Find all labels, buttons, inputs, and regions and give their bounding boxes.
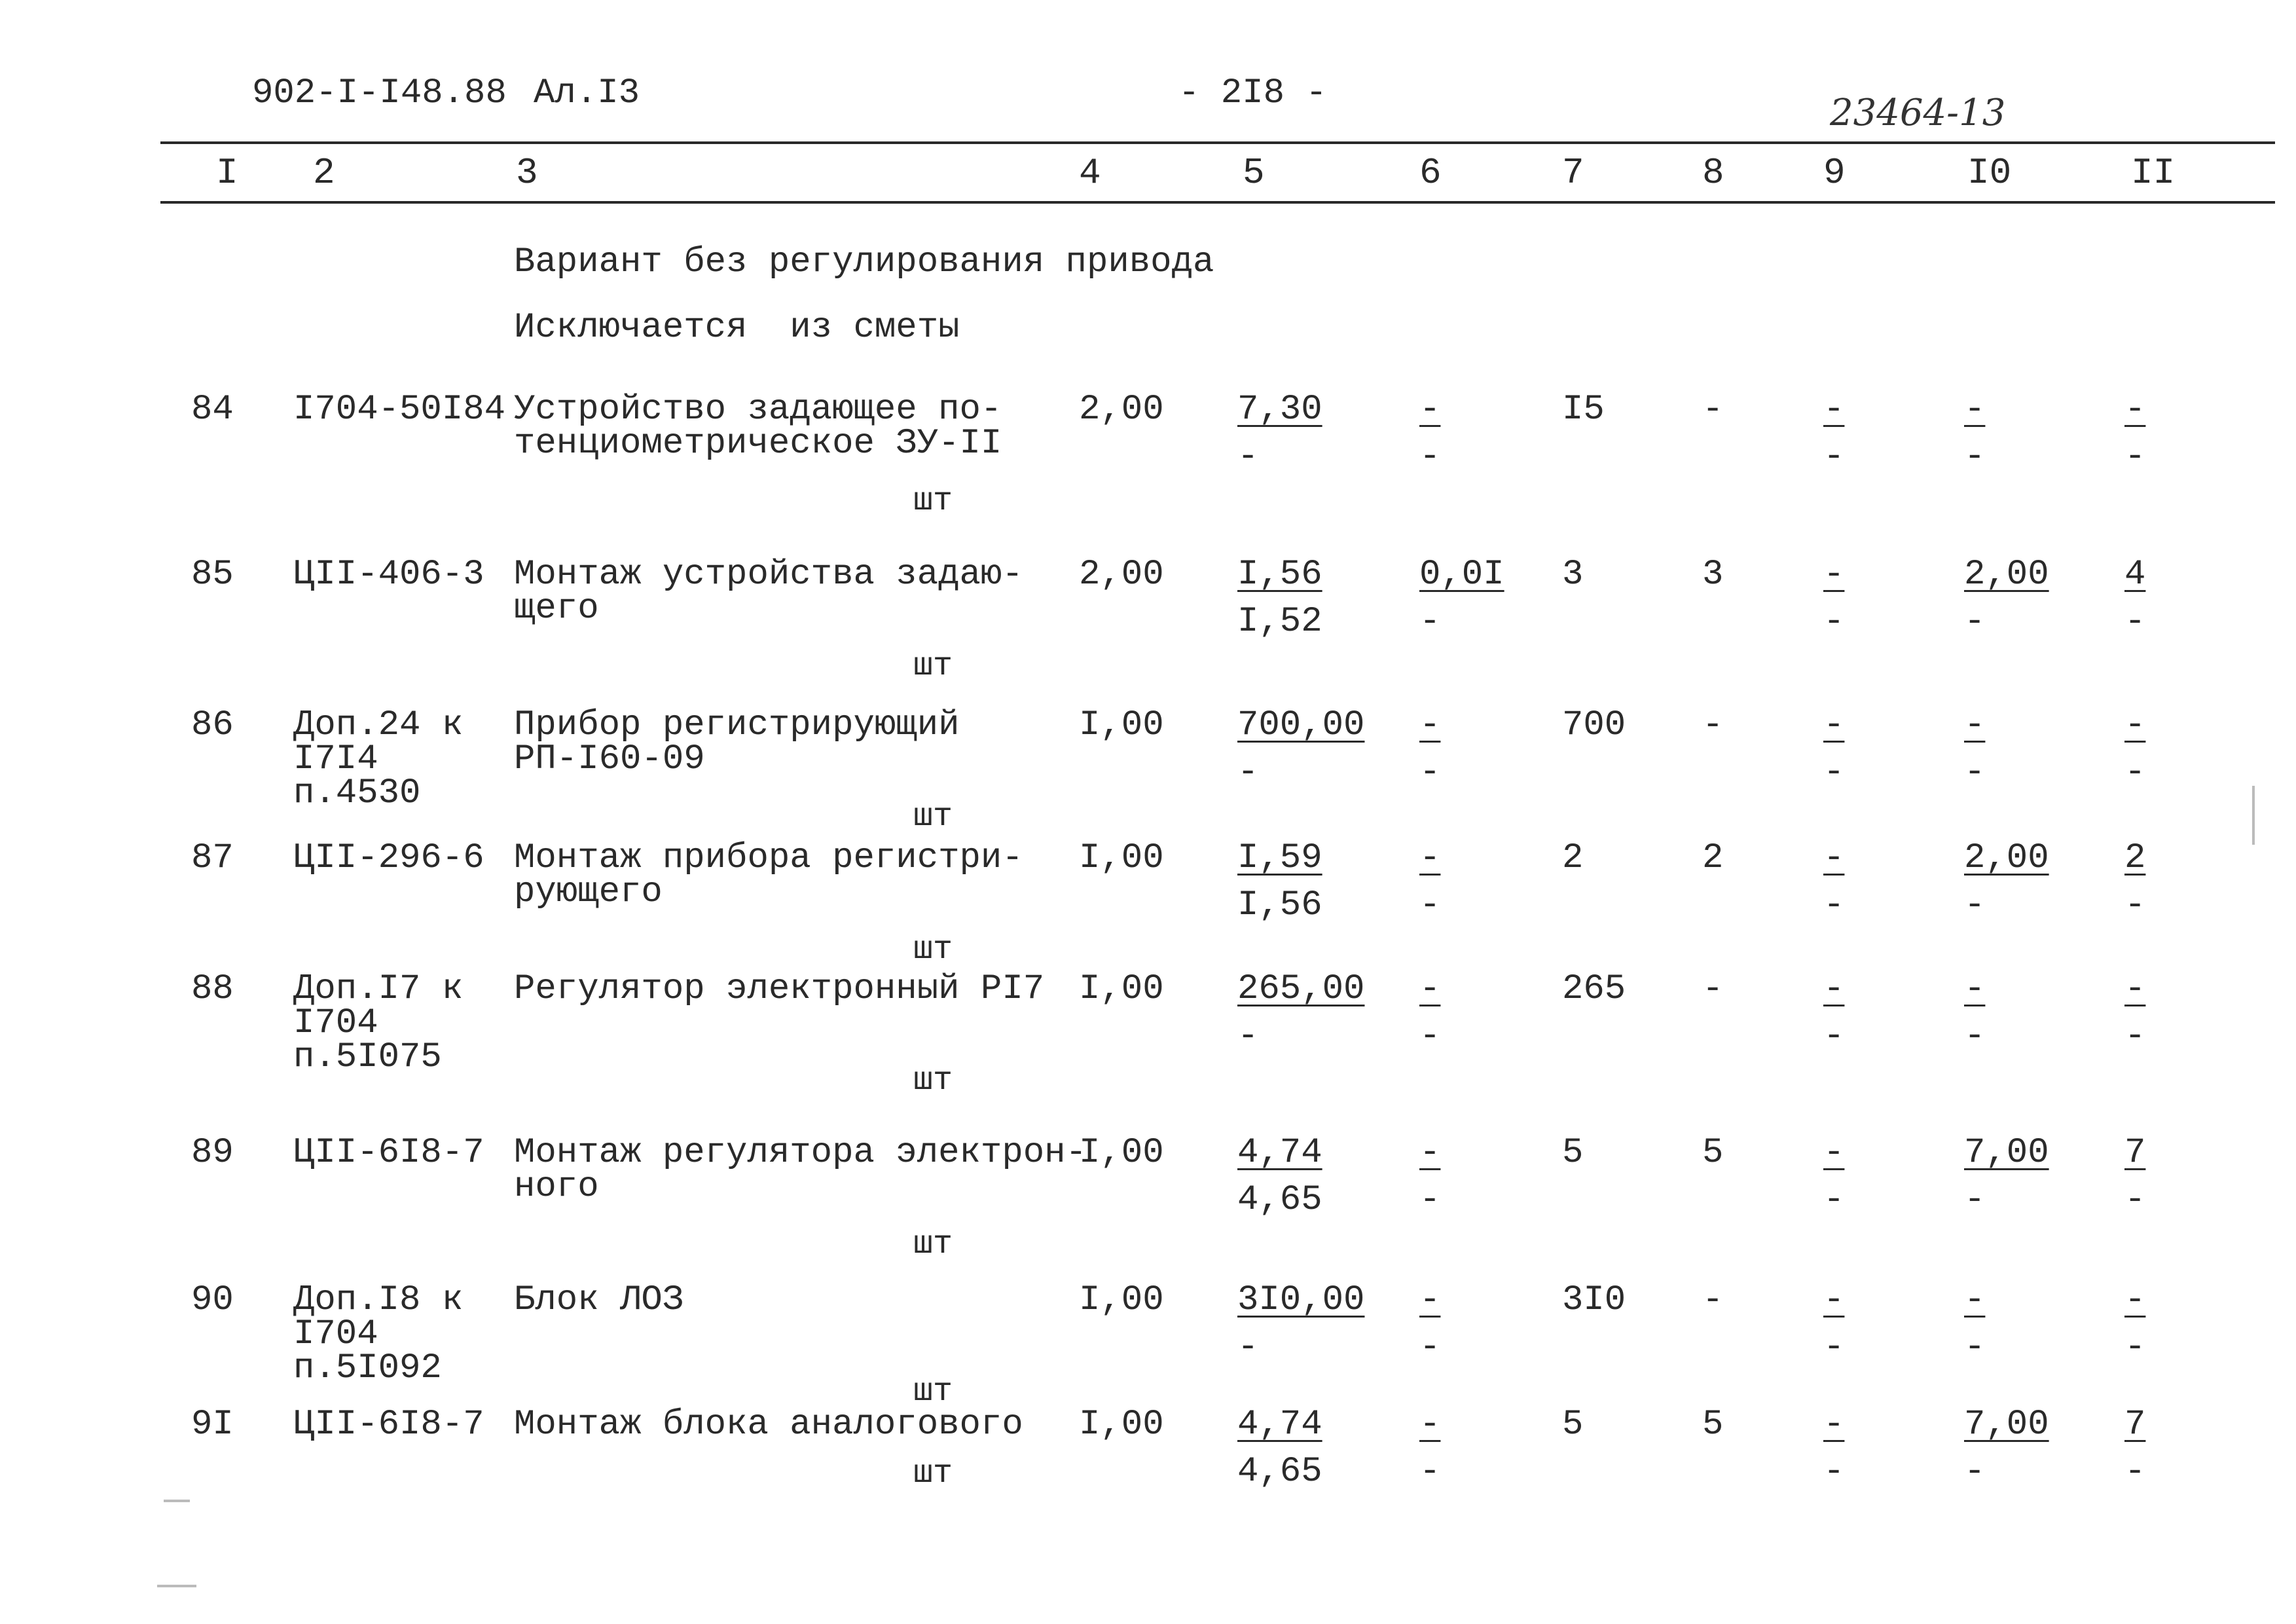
cell-num: 86 [191, 705, 234, 745]
cell-c9-top: - [1823, 390, 1845, 430]
cell-c8: - [1702, 705, 1724, 745]
scan-speck [164, 1500, 190, 1502]
cell-c11-top: 7 [2124, 1133, 2146, 1173]
cell-c8: - [1702, 969, 1724, 1009]
cell-c11-bot: - [2124, 437, 2146, 477]
cell-c10-bot: - [1964, 885, 1986, 925]
cell-c5-top: 7,30 [1237, 390, 1322, 430]
cell-c10-top: 2,00 [1964, 838, 2049, 878]
col-num-4: 4 [1079, 152, 1101, 194]
cell-c11-top: 4 [2124, 555, 2146, 595]
cell-name: Монтаж устройства задаю- щего [514, 555, 1023, 629]
cell-c11-bot: - [2124, 1016, 2146, 1056]
cell-c5-top: 3I0,00 [1237, 1280, 1365, 1320]
cell-c5-bot: - [1237, 437, 1259, 477]
cell-c8: 5 [1702, 1405, 1724, 1445]
cell-qty: 2,00 [1079, 555, 1164, 595]
col-num-6: 6 [1419, 152, 1442, 194]
cell-c10-top: - [1964, 705, 1986, 745]
cell-c11-top: 2 [2124, 838, 2146, 878]
cell-c8: 3 [1702, 555, 1724, 595]
cell-c9-top: - [1823, 1405, 1845, 1445]
cell-c9-bot: - [1823, 885, 1845, 925]
cell-c5-top: I,59 [1237, 838, 1322, 878]
cell-c9-bot: - [1823, 1180, 1845, 1220]
cell-c7: 2 [1562, 838, 1584, 878]
cell-name: Монтаж регулятора электрон- ного [514, 1133, 1087, 1207]
cell-name: Монтаж блока аналогового [514, 1405, 1023, 1445]
cell-unit: шт [913, 648, 953, 685]
cell-c6-bot: - [1419, 1180, 1441, 1220]
cell-c11-top: 7 [2124, 1405, 2146, 1445]
col-num-8: 8 [1702, 152, 1724, 194]
cell-unit: шт [913, 483, 953, 520]
section-title: Вариант без регулирования привода [514, 242, 1214, 282]
cell-qty: I,00 [1079, 969, 1164, 1009]
cell-c5-bot: 4,65 [1237, 1180, 1322, 1220]
cell-c10-top: - [1964, 390, 1986, 430]
cell-num: 89 [191, 1133, 234, 1173]
cell-c10-bot: - [1964, 752, 1986, 792]
cell-c9-bot: - [1823, 437, 1845, 477]
col-num-9: 9 [1823, 152, 1846, 194]
header-rule-top [160, 141, 2275, 144]
cell-c5-bot: I,56 [1237, 885, 1322, 925]
cell-unit: шт [913, 798, 953, 836]
page-number: - 2I8 - [1178, 73, 1327, 113]
cell-c8: - [1702, 390, 1724, 430]
cell-unit: шт [913, 1455, 953, 1492]
cell-unit: шт [913, 1373, 953, 1411]
cell-c8: - [1702, 1280, 1724, 1320]
cell-code: Доп.I8 к I704 п.5I092 [293, 1280, 464, 1388]
cell-c5-bot: - [1237, 1016, 1259, 1056]
cell-unit: шт [913, 1062, 953, 1099]
cell-c9-top: - [1823, 838, 1845, 878]
col-num-5: 5 [1243, 152, 1265, 194]
cell-c5-top: I,56 [1237, 555, 1322, 595]
cell-code: I704-50I84 [293, 390, 506, 430]
cell-c5-bot: I,52 [1237, 602, 1322, 642]
cell-name: Устройство задающее по- тенциометрическое ЗУ-II [514, 390, 1002, 464]
cell-c10-top: - [1964, 1280, 1986, 1320]
cell-c6-bot: - [1419, 437, 1441, 477]
cell-c11-bot: - [2124, 1452, 2146, 1492]
cell-c10-top: 7,00 [1964, 1133, 2049, 1173]
col-num-2: 2 [313, 152, 335, 194]
cell-code: ЦII-6I8-7 [293, 1405, 484, 1445]
table-row [0, 390, 2296, 550]
cell-c6-bot: - [1419, 1327, 1441, 1367]
table-row [0, 1405, 2296, 1565]
cell-code: ЦII-6I8-7 [293, 1133, 484, 1173]
cell-c6-top: - [1419, 1280, 1441, 1320]
table-row [0, 555, 2296, 715]
cell-c6-top: - [1419, 969, 1441, 1009]
cell-c9-top: - [1823, 1133, 1845, 1173]
cell-c5-bot: 4,65 [1237, 1452, 1322, 1492]
cell-c6-bot: - [1419, 1016, 1441, 1056]
cell-c11-top: - [2124, 390, 2146, 430]
archive-number: 23464-13 [1830, 92, 2006, 134]
cell-c9-top: - [1823, 555, 1845, 595]
cell-c5-top: 4,74 [1237, 1133, 1322, 1173]
cell-code: ЦII-296-6 [293, 838, 484, 878]
cell-qty: 2,00 [1079, 390, 1164, 430]
cell-c9-top: - [1823, 705, 1845, 745]
document-code: 902-I-I48.88 [252, 73, 507, 113]
cell-name: Регулятор электронный РI7 [514, 969, 1045, 1009]
cell-c6-top: - [1419, 705, 1441, 745]
section-subtitle: Исключается из сметы [514, 308, 960, 348]
cell-c7: 265 [1562, 969, 1626, 1009]
cell-c9-bot: - [1823, 1327, 1845, 1367]
cell-name: Прибор регистрирующий РП-I60-09 [514, 705, 960, 779]
cell-code: Доп.I7 к I704 п.5I075 [293, 969, 464, 1077]
col-num-11: II [2131, 152, 2176, 194]
cell-c10-bot: - [1964, 437, 1986, 477]
cell-c7: 5 [1562, 1133, 1584, 1173]
cell-c10-bot: - [1964, 1327, 1986, 1367]
cell-qty: I,00 [1079, 1133, 1164, 1173]
cell-num: 87 [191, 838, 234, 878]
col-num-3: 3 [516, 152, 538, 194]
cell-c10-top: 2,00 [1964, 555, 2049, 595]
album-number: Ал.I3 [534, 73, 640, 113]
col-num-10: I0 [1967, 152, 2012, 194]
cell-c9-bot: - [1823, 752, 1845, 792]
cell-qty: I,00 [1079, 838, 1164, 878]
cell-c11-bot: - [2124, 1180, 2146, 1220]
scan-speck [2252, 786, 2255, 845]
cell-c10-top: - [1964, 969, 1986, 1009]
cell-c7: 3I0 [1562, 1280, 1626, 1320]
cell-c10-bot: - [1964, 602, 1986, 642]
cell-name: Блок ЛОЗ [514, 1280, 684, 1320]
cell-c6-top: - [1419, 1133, 1441, 1173]
cell-unit: шт [913, 931, 953, 969]
cell-qty: I,00 [1079, 705, 1164, 745]
col-num-1: I [216, 152, 238, 194]
cell-c10-bot: - [1964, 1016, 1986, 1056]
cell-c6-top: - [1419, 838, 1441, 878]
cell-c7: I5 [1562, 390, 1605, 430]
table-row [0, 969, 2296, 1130]
cell-c11-top: - [2124, 1280, 2146, 1320]
cell-name: Монтаж прибора регистри- рующего [514, 838, 1023, 912]
cell-c10-bot: - [1964, 1180, 1986, 1220]
cell-c11-bot: - [2124, 752, 2146, 792]
cell-c5-bot: - [1237, 752, 1259, 792]
cell-c5-bot: - [1237, 1327, 1259, 1367]
cell-c11-bot: - [2124, 1327, 2146, 1367]
scan-speck [157, 1585, 196, 1587]
header-rule-bottom [160, 201, 2275, 204]
cell-num: 90 [191, 1280, 234, 1320]
cell-c7: 3 [1562, 555, 1584, 595]
cell-num: 9I [191, 1405, 234, 1445]
cell-c9-top: - [1823, 969, 1845, 1009]
cell-num: 84 [191, 390, 234, 430]
cell-c11-top: - [2124, 969, 2146, 1009]
cell-c6-top: - [1419, 1405, 1441, 1445]
cell-c11-bot: - [2124, 602, 2146, 642]
cell-c7: 700 [1562, 705, 1626, 745]
cell-num: 88 [191, 969, 234, 1009]
cell-c8: 5 [1702, 1133, 1724, 1173]
cell-code: Доп.24 к I7I4 п.4530 [293, 705, 464, 813]
cell-c6-bot: - [1419, 752, 1441, 792]
cell-c10-top: 7,00 [1964, 1405, 2049, 1445]
cell-c9-bot: - [1823, 1016, 1845, 1056]
cell-c9-bot: - [1823, 1452, 1845, 1492]
cell-c6-bot: - [1419, 885, 1441, 925]
cell-c9-bot: - [1823, 602, 1845, 642]
col-num-7: 7 [1562, 152, 1584, 194]
cell-c10-bot: - [1964, 1452, 1986, 1492]
cell-c5-top: 265,00 [1237, 969, 1365, 1009]
table-row [0, 1133, 2296, 1293]
cell-c8: 2 [1702, 838, 1724, 878]
cell-c9-top: - [1823, 1280, 1845, 1320]
cell-c6-top: - [1419, 390, 1441, 430]
cell-c5-top: 4,74 [1237, 1405, 1322, 1445]
cell-qty: I,00 [1079, 1280, 1164, 1320]
cell-c7: 5 [1562, 1405, 1584, 1445]
cell-c5-top: 700,00 [1237, 705, 1365, 745]
cell-code: ЦII-406-3 [293, 555, 484, 595]
cell-c6-bot: - [1419, 602, 1441, 642]
cell-c6-bot: - [1419, 1452, 1441, 1492]
cell-c11-top: - [2124, 705, 2146, 745]
cell-c11-bot: - [2124, 885, 2146, 925]
cell-qty: I,00 [1079, 1405, 1164, 1445]
cell-c6-top: 0,0I [1419, 555, 1504, 595]
cell-unit: шт [913, 1226, 953, 1263]
cell-num: 85 [191, 555, 234, 595]
